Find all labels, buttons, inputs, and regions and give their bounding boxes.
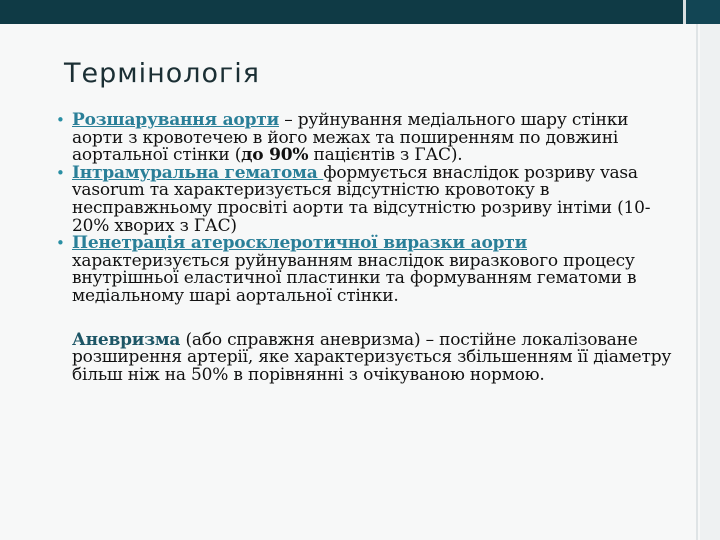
header-bar (0, 0, 720, 24)
bullet-text: – руйнування медіального шару стінки аорти з кровотечею в його межах та поширенням по довжині аортальної стінки ( (72, 110, 629, 166)
term-aneurysm: Аневризма (72, 329, 181, 350)
header-bar-corner (683, 0, 720, 24)
bullet-bold: до 90% (241, 145, 309, 166)
aneurysm-text: (або справжня аневризма) – постійне локалізоване розширення артерії, яке характеризується збільшенням її діаметру більш ніж на 50% в порівнянні з очікуваною нормою. (72, 329, 672, 385)
term-dissection: Розшарування аорти (72, 110, 279, 130)
term-ulcer: Пенетрація атеросклеротичної виразки аорти (72, 233, 528, 254)
slide-title: Термінологія (64, 58, 260, 89)
term-hematoma: Інтрамуральна гематома (72, 162, 324, 183)
side-divider (696, 24, 698, 540)
bullet-text: формується внаслідок розриву vasa vasorum та характеризується відсутністю кровотоку в несправжньому просвіті аорти та відсутністю розриву інтіми (10-20% хворих з ГАС) (72, 162, 651, 236)
bullet-hematoma (50, 162, 682, 236)
slide-content (50, 112, 682, 401)
bullet-icon: • (56, 111, 65, 129)
bullet-icon: • (56, 234, 65, 253)
bullet-text: характеризується руйнуванням внаслідок виразкового процесу внутрішньої еластичної пластинки та формуванням гематоми в медіальному шарі аортальної стінки. (72, 250, 637, 306)
aneurysm-paragraph (50, 329, 682, 385)
bullet-icon: • (56, 163, 65, 182)
side-panel (700, 24, 720, 540)
bullet-dissection (50, 112, 682, 165)
bullet-text-end: пацієнтів з ГАС). (308, 145, 463, 166)
bullet-ulcer (50, 235, 682, 305)
